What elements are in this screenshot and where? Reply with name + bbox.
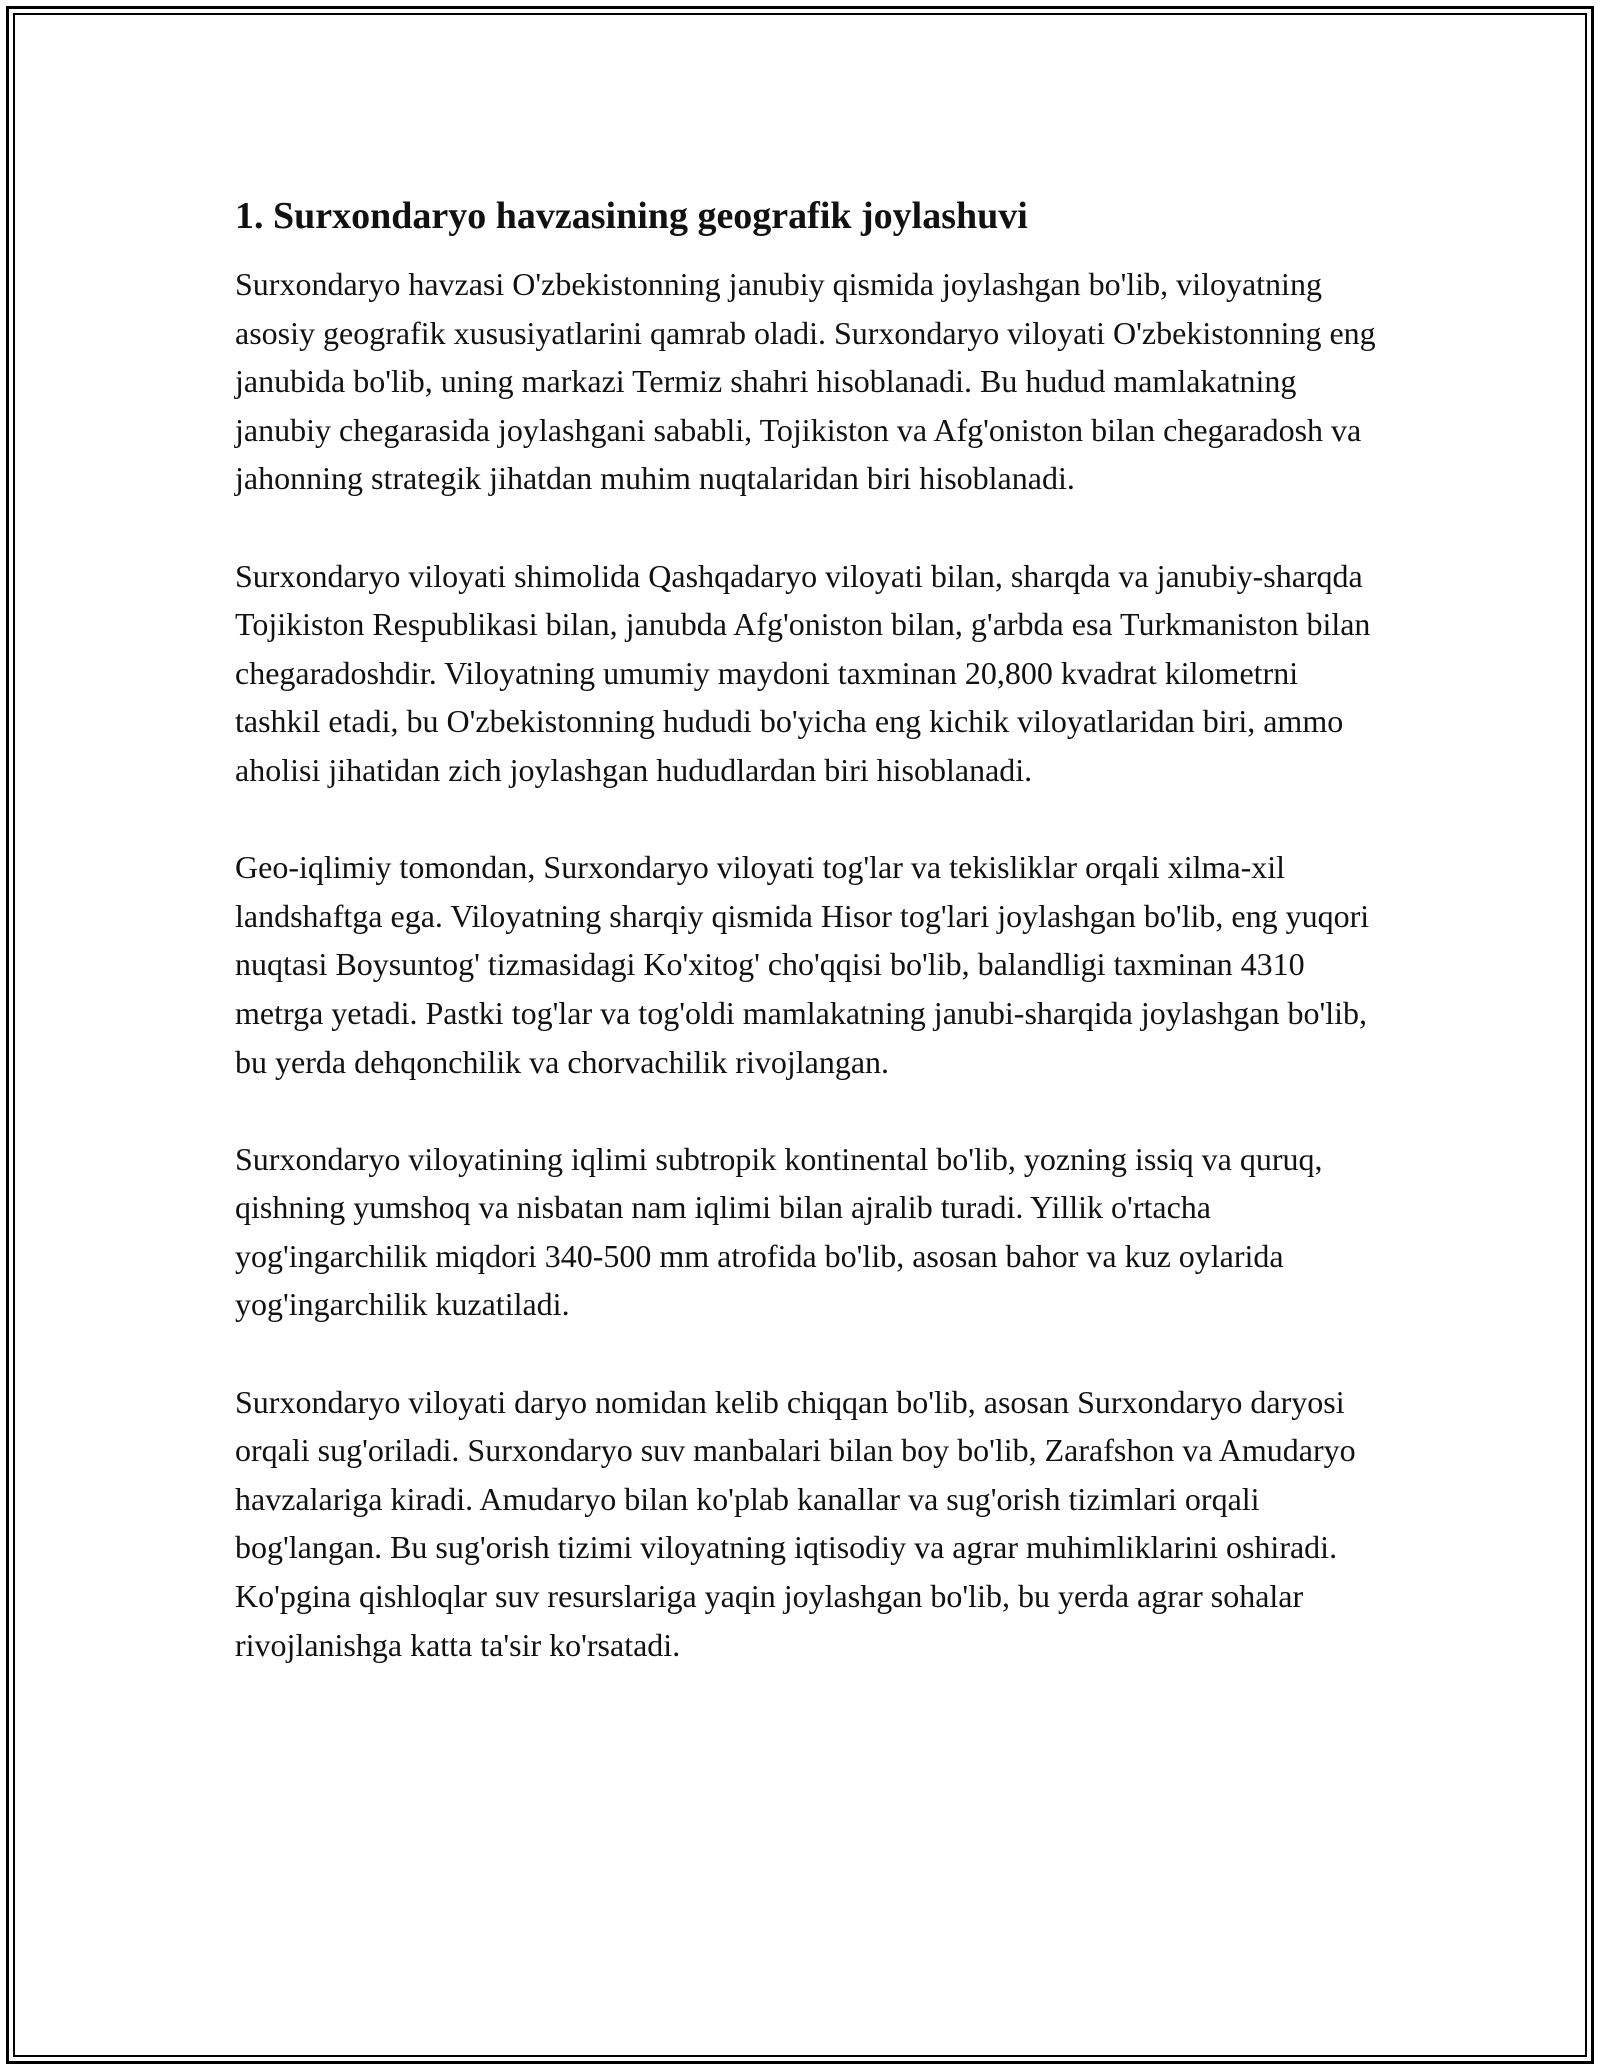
document-body xyxy=(235,190,1385,1669)
section-title: 1. Surxondaryo havzasining geografik joylashuvi xyxy=(235,195,1028,237)
paragraph-1: Surxondaryo havzasi O'zbekistonning janubiy qismida joylashgan bo'lib, viloyatning asosiy geografik xususiyatlarini qamrab oladi. Surxondaryo viloyati O'zbekistonning eng janubida bo'lib, uning markazi Termiz shahri hisoblanadi. Bu hudud mamlakatning janubiy chegarasida joylashgani sababli, Tojikiston va Afg'oniston bilan chegaradosh va jahonning strategik jihatdan muhim nuqtalaridan biri hisoblanadi. xyxy=(235,266,1376,497)
paragraph-5: Surxondaryo viloyati daryo nomidan kelib chiqqan bo'lib, asosan Surxondaryo daryosi orqali sug'oriladi. Surxondaryo suv manbalari bilan boy bo'lib, Zarafshon va Amudaryo havzalariga kiradi. Amudaryo bilan ko'plab kanallar va sug'orish tizimlari orqali bog'langan. Bu sug'orish tizimi viloyatning iqtisodiy va agrar muhimliklarini oshiradi. Ko'pgina qishloqlar suv resurslariga yaqin joylashgan bo'lib, bu yerda agrar sohalar rivojlanishga katta ta'sir ko'rsatadi. xyxy=(235,1383,1356,1663)
paragraph-2: Surxondaryo viloyati shimolida Qashqadaryo viloyati bilan, sharqda va janubiy-sharqda Tojikiston Respublikasi bilan, janubda Afg'oniston bilan, g'arbda esa Turkmaniston bilan chegaradoshdir. Viloyatning umumiy maydoni taxminan 20,800 kvadrat kilometrni tashkil etadi, bu O'zbekistonning hududi bo'yicha eng kichik viloyatlaridan biri, ammo aholisi jihatidan zich joylashgan hududlardan biri hisoblanadi. xyxy=(235,557,1371,788)
paragraph-4: Surxondaryo viloyatining iqlimi subtropik kontinental bo'lib, yozning issiq va quruq, qishning yumshoq va nisbatan nam iqlimi bilan ajralib turadi. Yillik o'rtacha yog'ingarchilik miqdori 340-500 mm atrofida bo'lib, asosan bahor va kuz oylarida yog'ingarchilik kuzatiladi. xyxy=(235,1140,1323,1323)
paragraph-3: Geo-iqlimiy tomondan, Surxondaryo viloyati tog'lar va tekisliklar orqali xilma-xil landshaftga ega. Viloyatning sharqiy qismida Hisor tog'lari joylashgan bo'lib, eng yuqori nuqtasi Boysuntog' tizmasidagi Ko'xitog' cho'qqisi bo'lib, balandligi taxminan 4310 metrga yetadi. Pastki tog'lar va tog'oldi mamlakatning janubi-sharqida joylashgan bo'lib, bu yerda dehqonchilik va chorvachilik rivojlangan. xyxy=(235,849,1370,1080)
